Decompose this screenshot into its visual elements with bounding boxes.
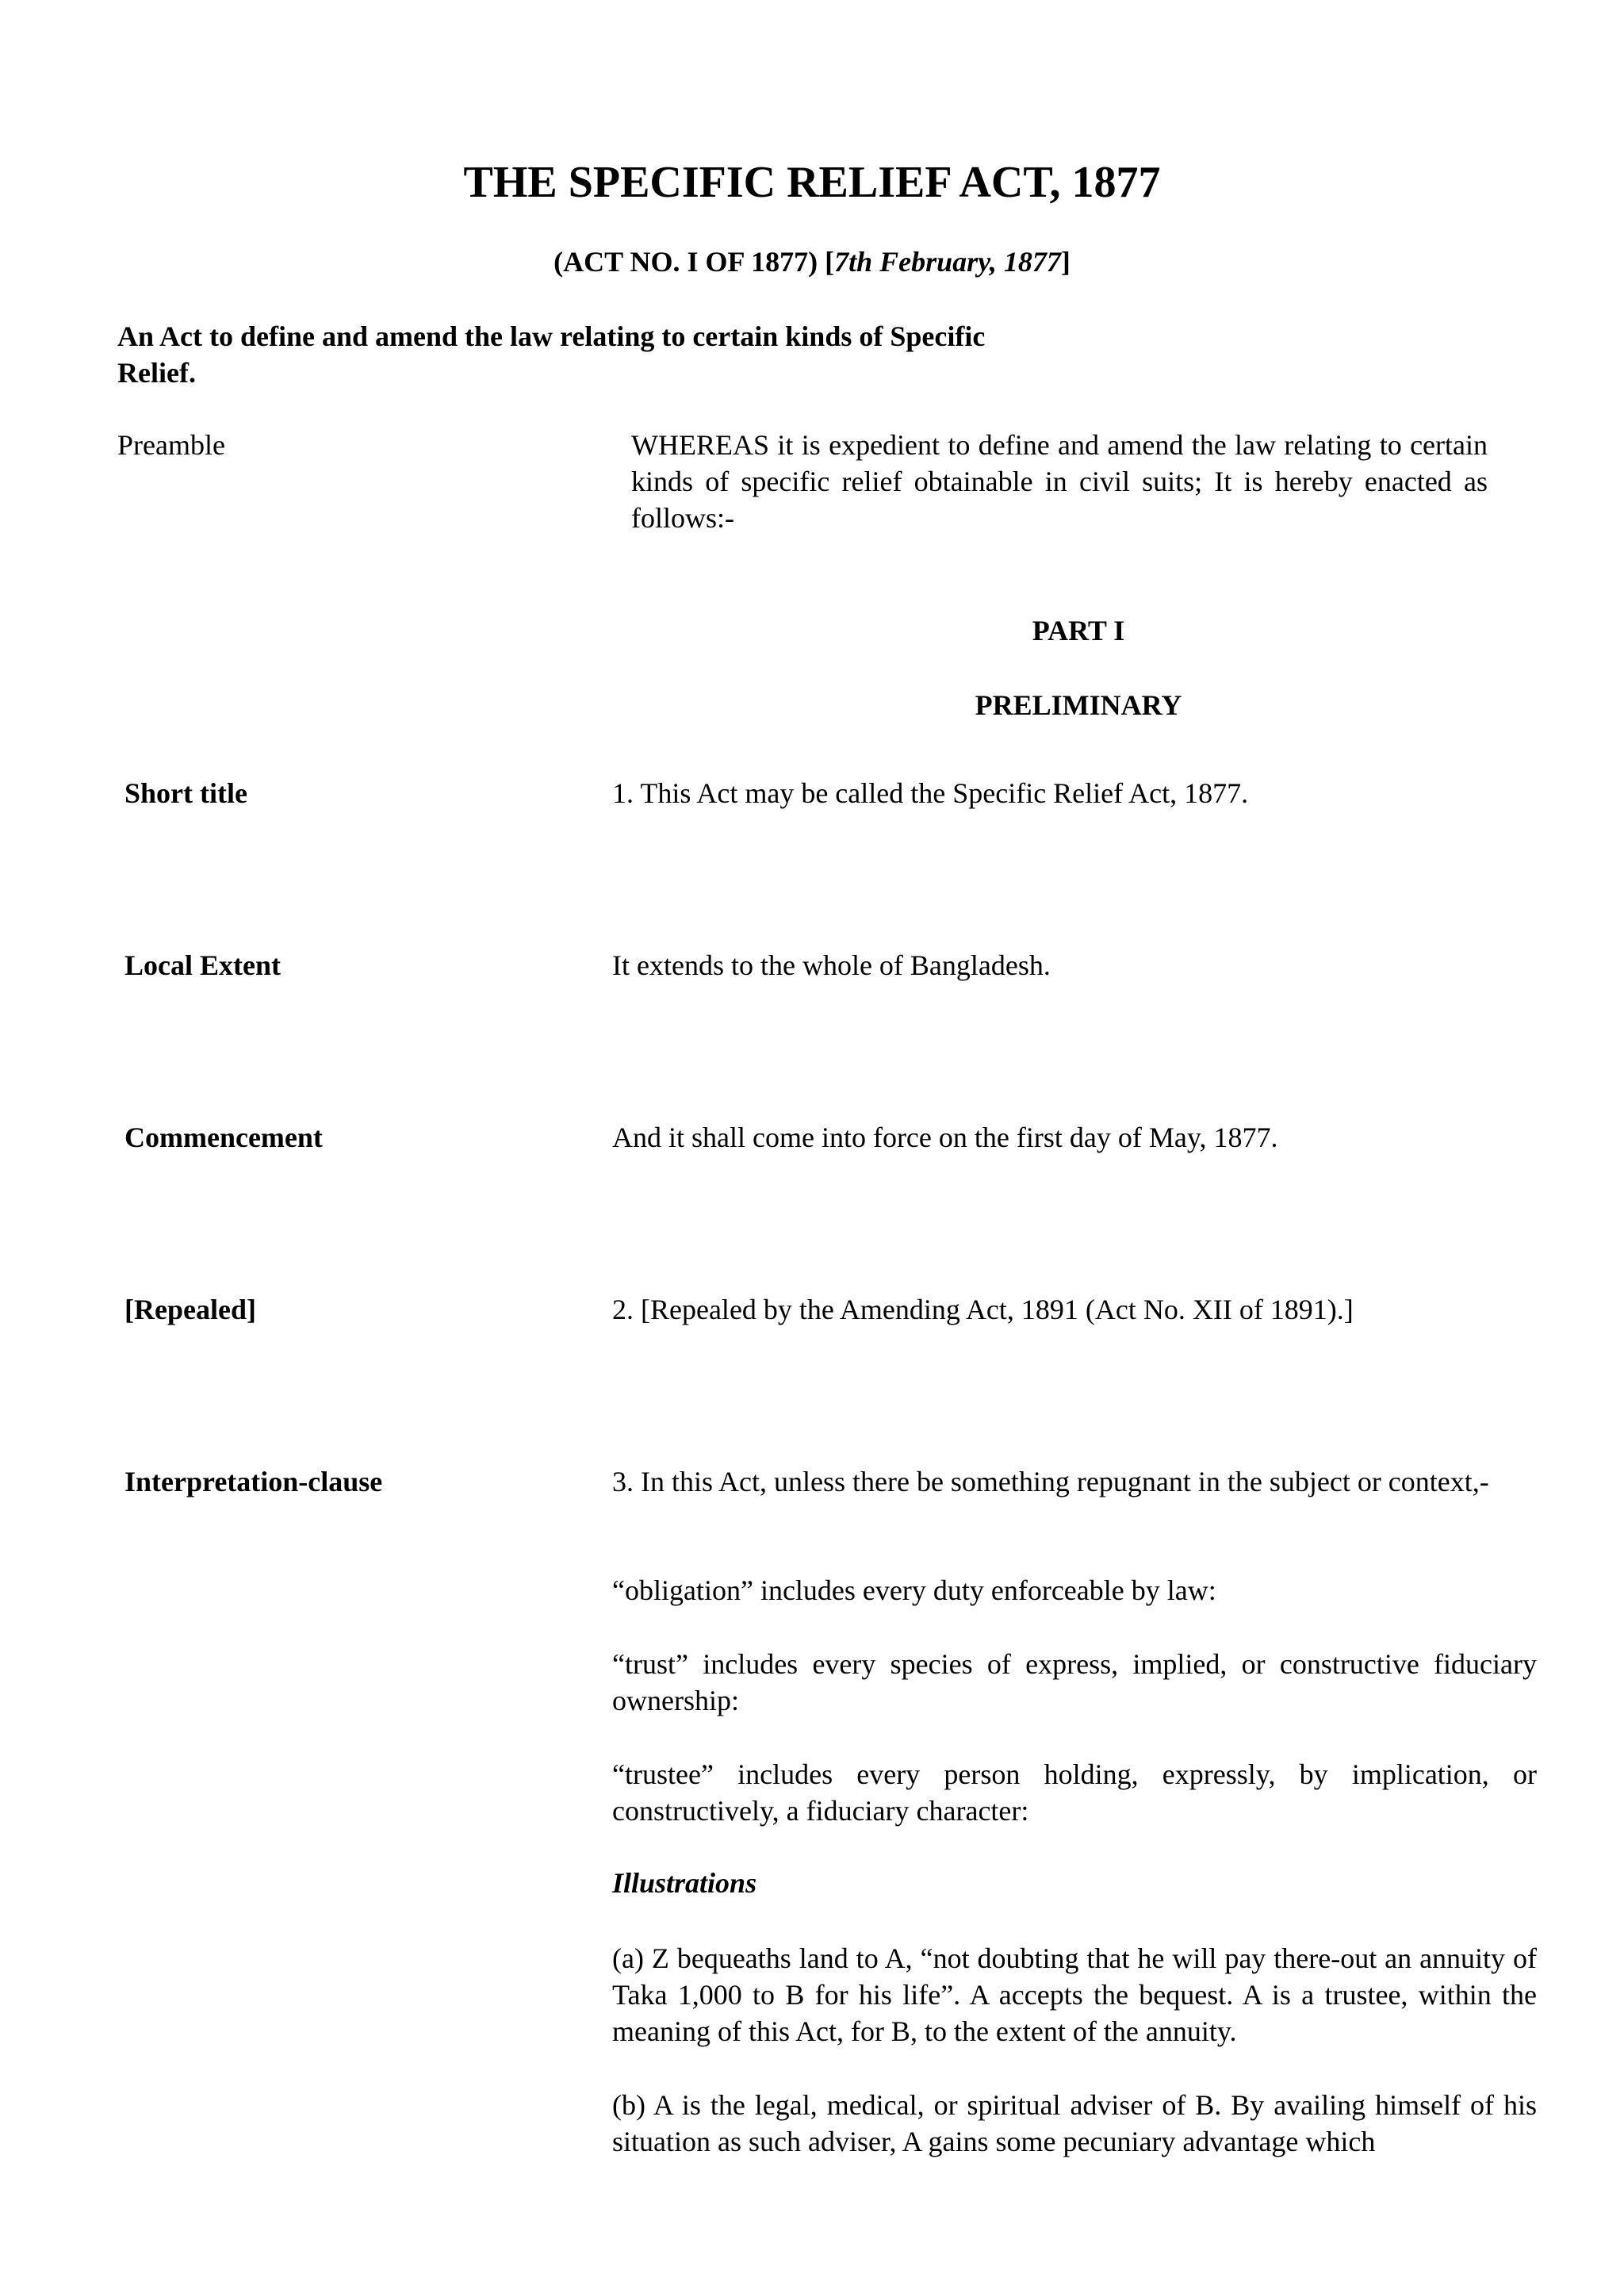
part-name: PRELIMINARY: [975, 689, 1182, 721]
illustrations-heading: Illustrations: [612, 1867, 757, 1899]
local-extent-side-note: Local Extent: [124, 949, 281, 981]
definition-obligation: “obligation” includes every duty enforceable by law:: [612, 1574, 1216, 1606]
illustration-b: (b) A is the legal, medical, or spiritual adviser of B. By availing himself of his situation as such adviser, A gains some pecuniary advantage which: [612, 2089, 1537, 2157]
act-number: (ACT NO. I OF 1877) [: [553, 246, 835, 278]
long-title: An Act to define and amend the law relating to certain kinds of Specific Relief.: [117, 320, 986, 389]
act-date: 7th February, 1877: [834, 246, 1061, 278]
section-2-text: 2. [Repealed by the Amending Act, 1891 (Act No. XII of 1891).]: [612, 1294, 1354, 1325]
subtitle-close: ]: [1060, 246, 1071, 278]
part-number: PART I: [1032, 615, 1125, 646]
section-1-text: 1. This Act may be called the Specific Relief Act, 1877.: [612, 777, 1249, 809]
act-number-and-date: [0, 244, 1624, 279]
section-3-side-note: Interpretation-clause: [124, 1466, 383, 1497]
commencement-side-note: Commencement: [124, 1122, 323, 1153]
section-1-side-note: Short title: [124, 777, 247, 809]
local-extent-text: It extends to the whole of Bangladesh.: [612, 949, 1051, 981]
definition-trustee: “trustee” includes every person holding, expressly, by implication, or constructively, a fiduciary character:: [612, 1758, 1537, 1827]
section-2-side-note: [Repealed]: [124, 1294, 256, 1325]
definition-trust: “trust” includes every species of express, implied, or constructive fiduciary ownership:: [612, 1648, 1537, 1716]
section-3-intro: 3. In this Act, unless there be something repugnant in the subject or context,-: [612, 1466, 1489, 1497]
illustration-a: (a) Z bequeaths land to A, “not doubting that he will pay there-out an annuity of Taka 1,000 to B for his life”. A accepts the bequest. A is a trustee, within the meaning of this Act, for B, to the extent of the annuity.: [612, 1942, 1537, 2047]
commencement-text: And it shall come into force on the first day of May, 1877.: [612, 1122, 1278, 1153]
preamble-label: Preamble: [117, 429, 225, 461]
act-title: THE SPECIFIC RELIEF ACT, 1877: [463, 158, 1161, 207]
preamble-text: WHEREAS it is expedient to define and amend the law relating to certain kinds of specific relief obtainable in civil suits; It is hereby enacted as follows:-: [631, 429, 1488, 534]
